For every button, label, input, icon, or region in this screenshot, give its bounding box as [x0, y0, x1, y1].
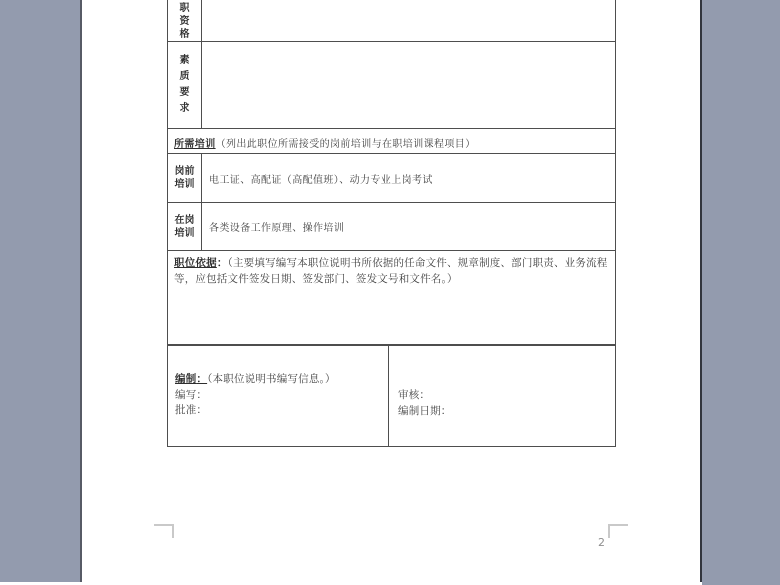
pre-job-label-cell	[168, 154, 202, 202]
basis-title: 职位依据	[174, 257, 217, 269]
basis-separator: ：	[216, 257, 228, 269]
compilation-right-cell	[389, 346, 615, 446]
on-job-content: 各类设备工作原理、操作培训	[209, 223, 345, 234]
training-header-title: 所需培训	[174, 139, 216, 150]
row-qualification	[168, 0, 615, 42]
row-quality-requirements	[168, 42, 615, 129]
writer-label: 编写：	[175, 388, 208, 401]
quality-content-cell	[202, 42, 615, 128]
position-description-table	[167, 0, 616, 447]
row-on-job-training	[168, 203, 615, 251]
reviewer-label: 审核：	[398, 389, 431, 401]
compile-date-label: 编制日期：	[398, 405, 452, 417]
document-page	[80, 0, 702, 585]
on-job-label: 在岗培训	[174, 214, 195, 239]
compilation-title-line	[175, 372, 384, 388]
qualification-content-cell	[202, 0, 615, 41]
row-position-basis	[168, 251, 615, 346]
approver-label: 批准：	[175, 404, 208, 416]
footer-corner-mark-left	[154, 524, 174, 538]
quality-label-cell	[168, 42, 202, 128]
row-pre-job-training	[168, 154, 615, 203]
compilation-separator: ：	[196, 373, 208, 385]
footer-corner-mark-right	[608, 524, 628, 538]
basis-note: （主要填写编写本职位说明书所依据的任命文件、规章制度、部门职责、业务流程等，应包括文件签发日期、签发部门、签发文号和文件名。）	[174, 257, 608, 285]
compilation-title: 编制	[175, 373, 197, 385]
on-job-label-cell	[168, 203, 202, 250]
training-header-note: （列出此职位所需接受的岗前培训与在职培训课程项目）	[215, 139, 476, 150]
compilation-left-cell	[168, 346, 389, 446]
pre-job-label: 岗前培训	[174, 166, 195, 190]
quality-label: 素质要求	[179, 55, 190, 114]
compilation-note: （本职位说明书编写信息。）	[207, 373, 336, 385]
qualification-label-cell	[168, 0, 202, 41]
page-number: 2	[598, 536, 605, 549]
qualification-label: 职资格	[179, 3, 190, 40]
pre-job-content: 电工证、高配证（高配值班）、动力专业上岗考试	[209, 174, 433, 186]
row-compilation	[168, 346, 615, 446]
row-training-header	[168, 129, 615, 154]
